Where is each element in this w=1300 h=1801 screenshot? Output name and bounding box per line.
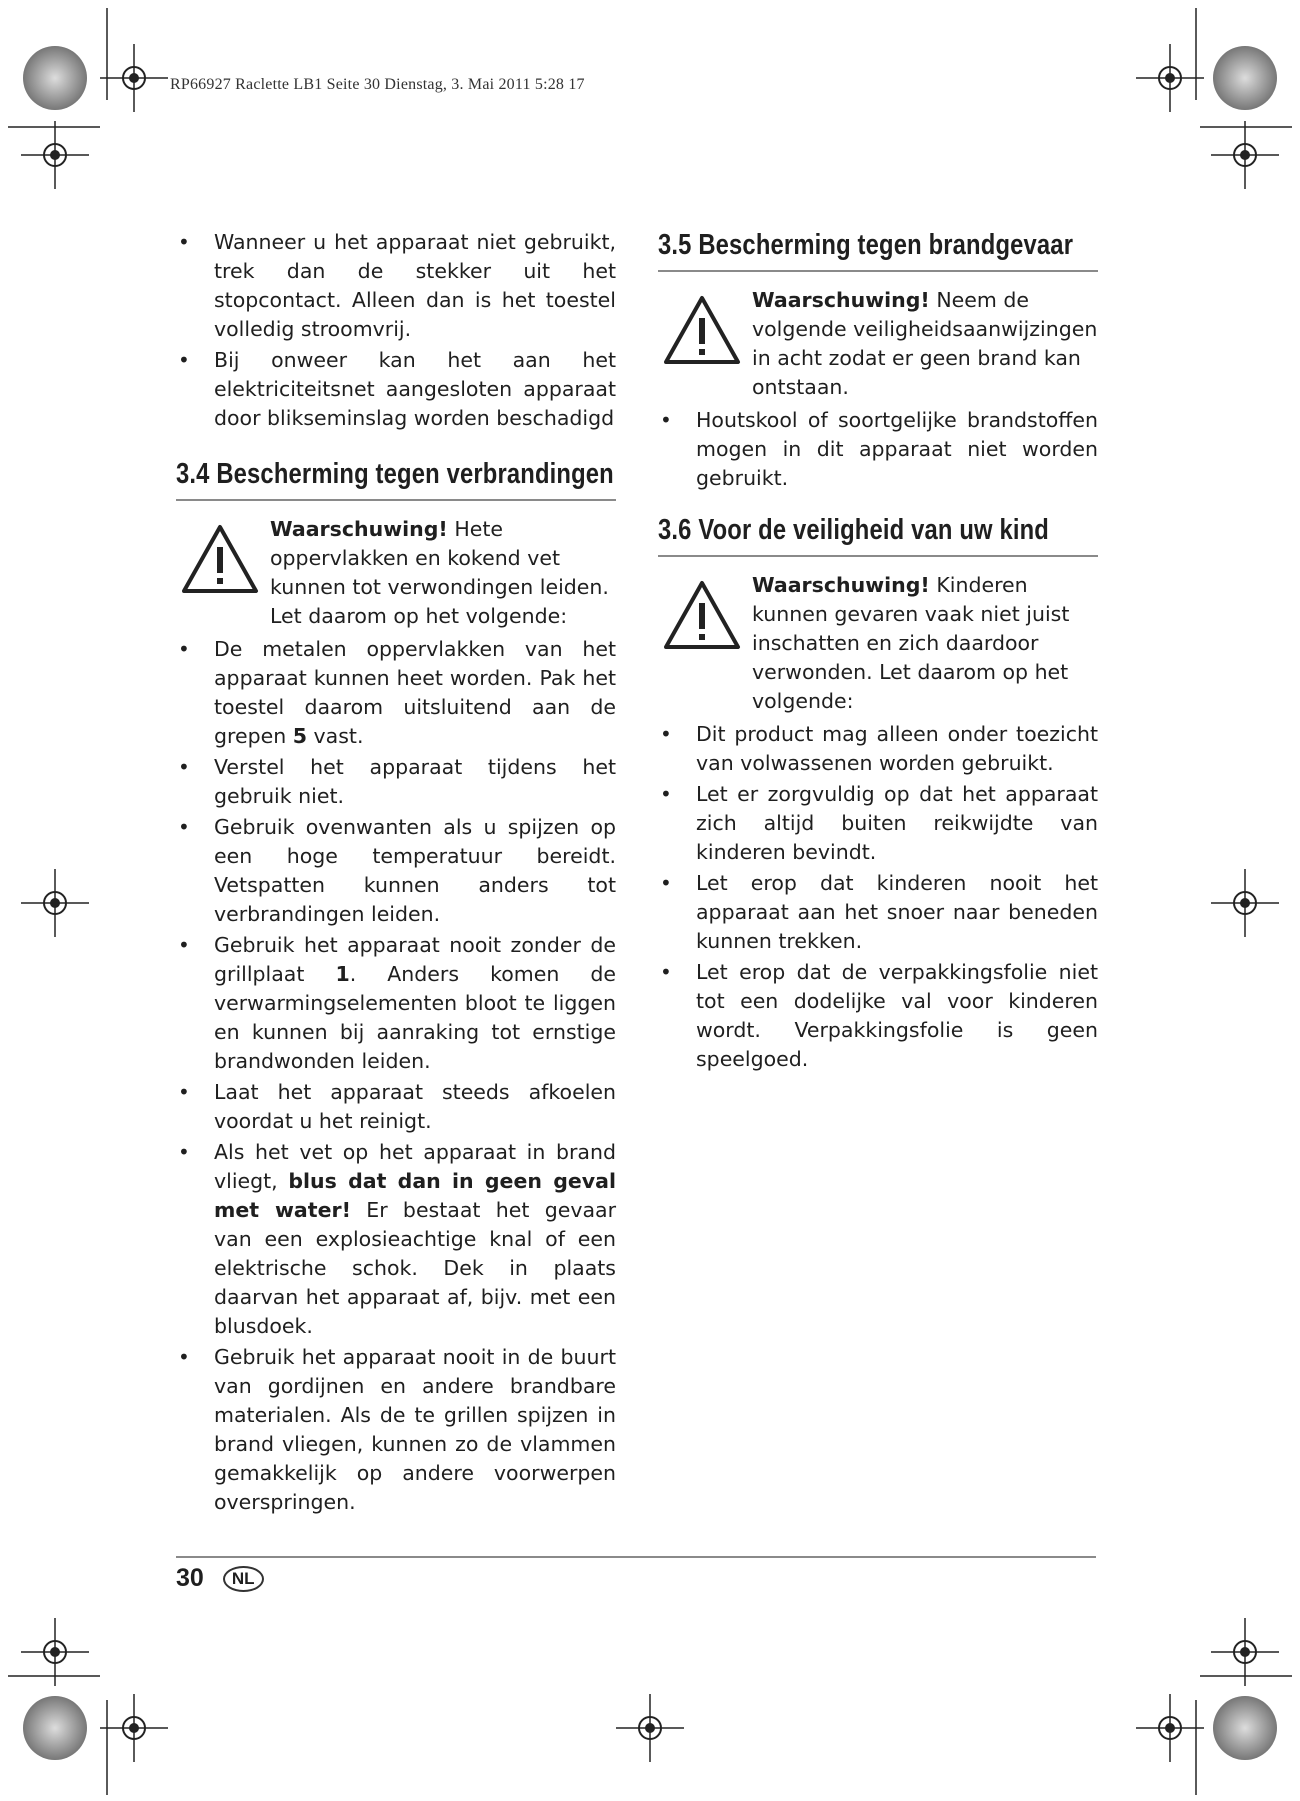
list-item: • Dit product mag alleen onder toezicht van volwassenen worden gebruikt. [658,720,1098,778]
list-item: • Let erop dat kinderen nooit het apparaat aan het snoer naar beneden kunnen trekken. [658,869,1098,956]
section-heading-3-5: 3.5 Bescherming tegen brandgevaar [658,229,1074,261]
section-heading-3-4: 3.4 Bescherming tegen verbrandingen [176,458,614,490]
warning-triangle-icon [180,523,260,595]
list-item: • Bij onweer kan het aan het elektriciteitsnet aangesloten apparaat door blikseminslag worden beschadigd [176,346,616,433]
list-item: • Als het vet op het apparaat in brand vliegt, blus dat dan in geen geval met water! Er bestaat het gevaar van een explosieachtige knal of een elektrische schok. Dek in plaats daarvan het apparaat af, bijv. met een blusdoek. [176,1138,616,1341]
section-rule [658,555,1098,557]
page-footer [176,1556,1096,1593]
page-number: 30 [176,1564,204,1592]
list-item: • Let erop dat de verpakkingsfolie niet tot een dodelijke val voor kinderen wordt. Verpakkingsfolie is geen speelgoed. [658,958,1098,1074]
warning-block [658,286,1098,402]
warning-block [176,515,616,631]
list-item: • Gebruik het apparaat nooit in de buurt van gordijnen en andere brandbare materialen. Als de te grillen spijzen in brand vliegen, kunnen zo de vlammen gemakkelijk op andere voorwerpen overspringen. [176,1343,616,1517]
print-slug: RP66927 Raclette LB1 Seite 30 Dienstag, 3. Mai 2011 5:28 17 [170,76,585,93]
warning-text: Kinderen kunnen gevaren vaak niet juist inschatten en zich daardoor verwonden. Let daarom op het volgende: [752,573,1070,713]
intro-list [176,228,616,433]
section-rule [176,499,616,501]
section-heading-3-6: 3.6 Voor de veiligheid van uw kind [658,514,1049,546]
list-item: • Let er zorgvuldig op dat het apparaat zich altijd buiten reikwijdte van kinderen bevindt. [658,780,1098,867]
warning-label: Waarschuwing! [752,573,930,597]
language-badge: NL [223,1566,264,1592]
warning-label: Waarschuwing! [752,288,930,312]
warning-text: Neem de volgende veiligheidsaanwijzingen in acht zodat er geen brand kan ontstaan. [752,288,1098,399]
left-column [176,228,616,1519]
list-item: • Laat het apparaat steeds afkoelen voordat u het reinigt. [176,1078,616,1136]
list-item: • De metalen oppervlakken van het apparaat kunnen heet worden. Pak het toestel daarom uitsluitend aan de grepen 5 vast. [176,635,616,751]
list-item: • Gebruik ovenwanten als u spijzen op een hoge temperatuur bereidt. Vetspatten kunnen anders tot verbrandingen leiden. [176,813,616,929]
burn-protection-list [176,635,616,1517]
section-rule [658,270,1098,272]
warning-text: Hete oppervlakken en kokend vet kunnen tot verwondingen leiden. Let daarom op het volgende: [270,517,609,628]
list-item: • Gebruik het apparaat nooit zonder de grillplaat 1. Anders komen de verwarmingselementen bloot te liggen en kunnen bij aanraking tot ernstige brandwonden leiden. [176,931,616,1076]
warning-label: Waarschuwing! [270,517,448,541]
warning-block [658,571,1098,716]
list-item: • Verstel het apparaat tijdens het gebruik niet. [176,753,616,811]
list-item: • Houtskool of soortgelijke brandstoffen mogen in dit apparaat niet worden gebruikt. [658,406,1098,493]
child-safety-list [658,720,1098,1074]
list-item: • Wanneer u het apparaat niet gebruikt, trek dan de stekker uit het stopcontact. Alleen dan is het toestel volledig stroomvrij. [176,228,616,344]
right-column [658,228,1098,1076]
warning-triangle-icon [662,294,742,366]
warning-triangle-icon [662,579,742,651]
fire-protection-list [658,406,1098,493]
